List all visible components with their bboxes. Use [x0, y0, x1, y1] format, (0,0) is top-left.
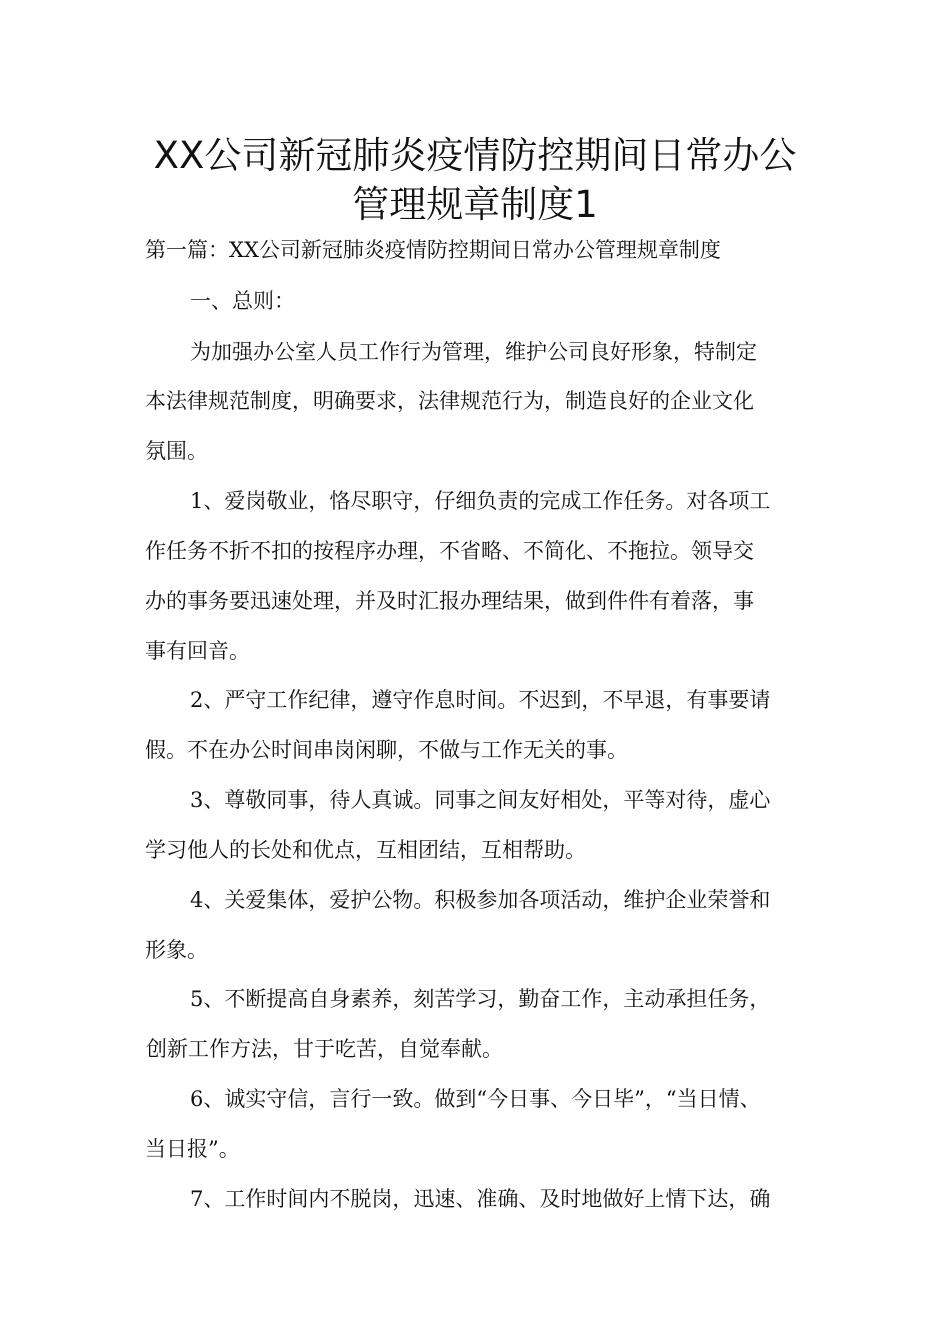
- section-heading: 一、总则：: [190, 289, 295, 313]
- paragraph-line: 作任务不折不扣的按程序办理，不省略、不简化、不拖拉。领导交: [145, 539, 754, 563]
- paragraph-line: 4、关爱集体，爱护公物。积极参加各项活动，维护企业荣誉和: [190, 888, 771, 912]
- document-title-line-2: 管理规章制度1: [352, 183, 598, 226]
- document-subtitle: 第一篇：XX公司新冠肺炎疫情防控期间日常办公管理规章制度: [145, 238, 721, 262]
- paragraph-line: 形象。: [145, 938, 208, 962]
- paragraph-line: 7、工作时间内不脱岗，迅速、准确、及时地做好上情下达，确: [190, 1187, 771, 1211]
- paragraph-line: 1、爱岗敬业，恪尽职守，仔细负责的完成工作任务。对各项工: [190, 489, 771, 513]
- paragraph-line: 氛围。: [145, 439, 208, 463]
- paragraph-line: 本法律规范制度，明确要求，法律规范行为，制造良好的企业文化: [145, 389, 754, 413]
- paragraph-line: 创新工作方法，甘于吃苦，自觉奉献。: [146, 1037, 503, 1061]
- paragraph-line: 事有回音。: [145, 639, 250, 663]
- paragraph-line: 为加强办公室人员工作行为管理，维护公司良好形象，特制定: [190, 340, 757, 364]
- paragraph-line: 学习他人的长处和优点，互相团结，互相帮助。: [145, 838, 586, 862]
- paragraph-line: 3、尊敬同事，待人真诚。同事之间友好相处，平等对待，虚心: [190, 788, 771, 812]
- paragraph-line: 当日报”。: [145, 1137, 240, 1161]
- paragraph-line: 办的事务要迅速处理，并及时汇报办理结果，做到件件有着落，事: [145, 589, 754, 613]
- document-title-line-1: XX公司新冠肺炎疫情防控期间日常办公: [153, 134, 797, 177]
- paragraph-line: 假。不在办公时间串岗闲聊，不做与工作无关的事。: [145, 738, 628, 762]
- paragraph-line: 5、不断提高自身素养，刻苦学习，勤奋工作，主动承担任务，: [190, 987, 771, 1011]
- paragraph-line: 6、诚实守信，言行一致。做到“今日事、今日毕”，“当日情、: [190, 1087, 761, 1111]
- paragraph-line: 2、严守工作纪律，遵守作息时间。不迟到，不早退，有事要请: [190, 688, 771, 712]
